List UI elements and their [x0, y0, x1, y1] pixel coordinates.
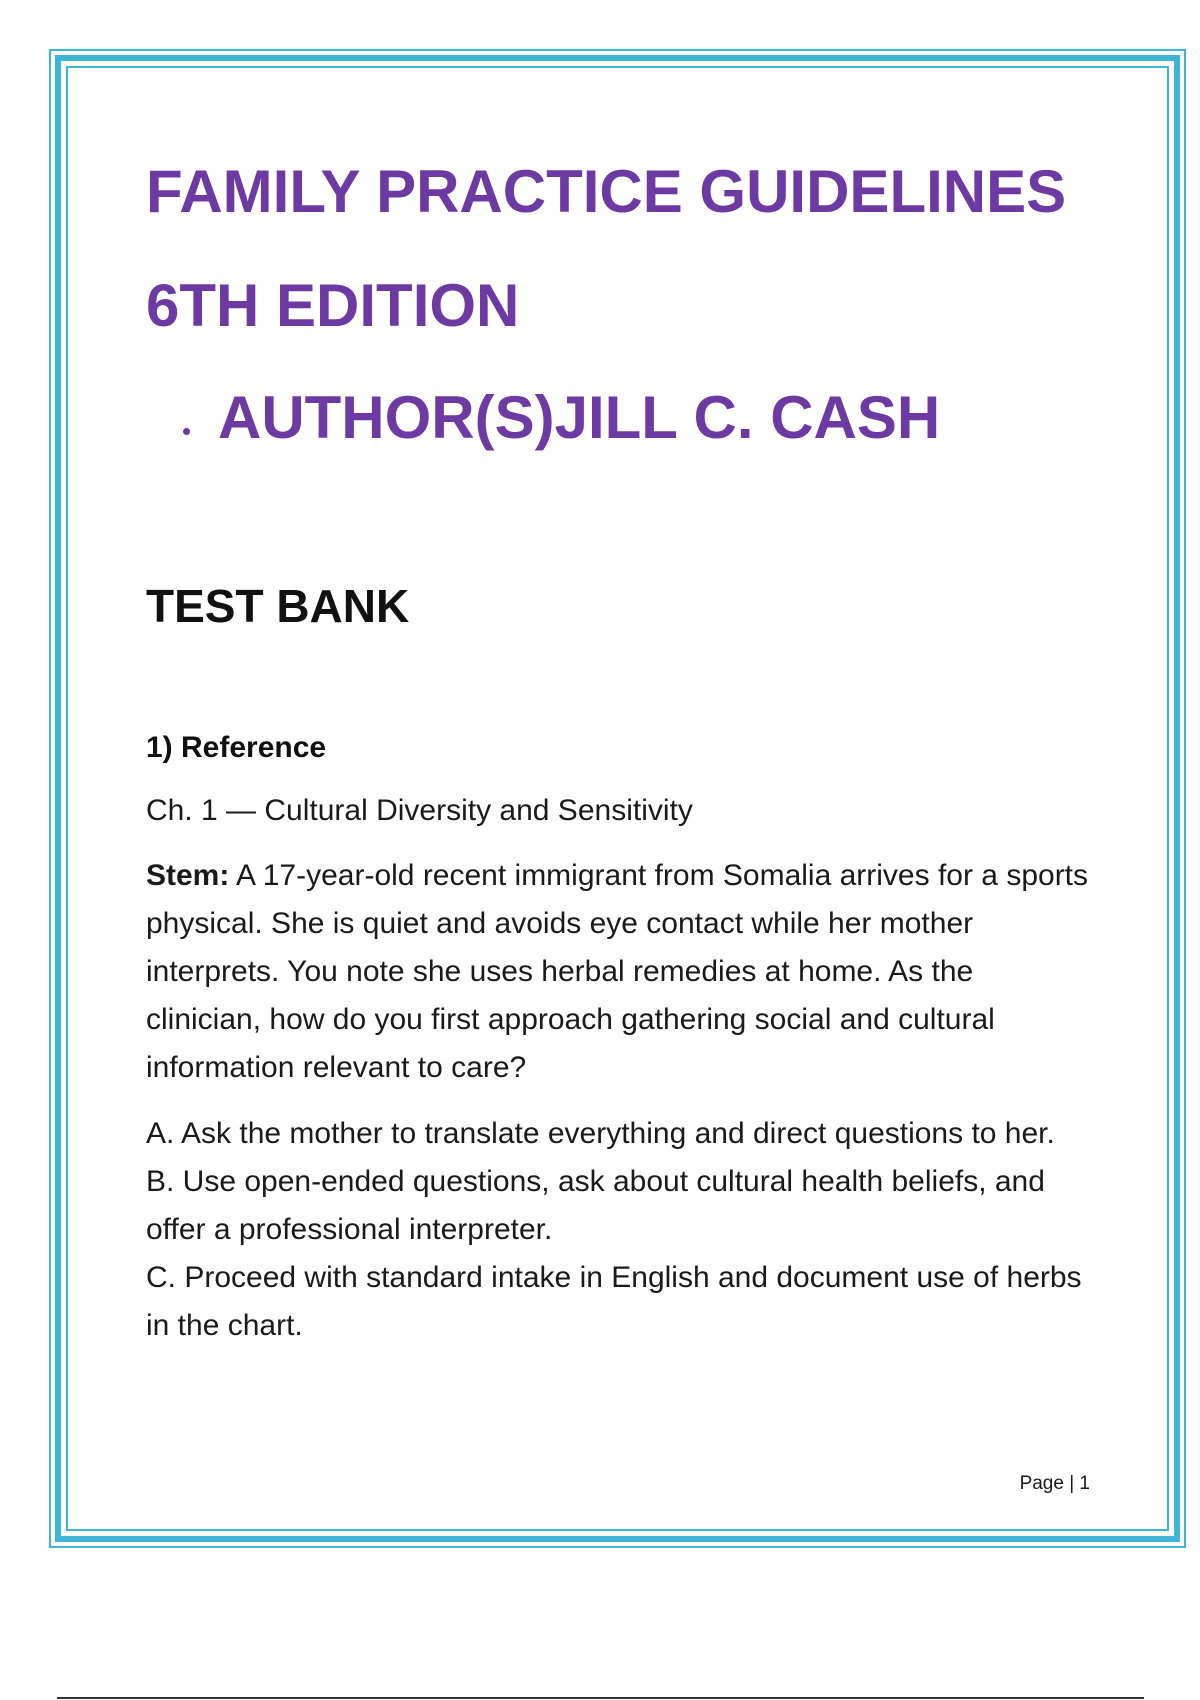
- title-line-author: AUTHOR(S)JILL C. CASH: [218, 384, 941, 451]
- answer-option-a: A. Ask the mother to translate everything and direct questions to her.: [146, 1117, 1055, 1150]
- question-stem: [146, 852, 1096, 1092]
- answer-option-c: C. Proceed with standard intake in English and document use of herbs in the chart.: [146, 1261, 1082, 1342]
- answer-options: [146, 1110, 1096, 1350]
- footer-divider: [57, 1697, 1144, 1699]
- answer-option-b: B. Use open-ended questions, ask about cultural health beliefs, and offer a professional interpreter.: [146, 1165, 1045, 1246]
- question-number-heading: 1) Reference: [146, 731, 327, 764]
- title-line-2: 6TH EDITION: [146, 272, 520, 339]
- stem-text: A 17-year-old recent immigrant from Somalia arrives for a sports physical. She is quiet and avoids eye contact while her mother interprets. You note she uses herbal remedies at home. As the clinician, how do you first approach gathering social and cultural information relevant to care?: [146, 859, 1089, 1084]
- chapter-reference: Ch. 1 — Cultural Diversity and Sensitivity: [146, 794, 693, 827]
- section-heading: TEST BANK: [146, 580, 410, 632]
- stem-label: Stem:: [146, 859, 230, 892]
- bullet-dot-icon: [183, 428, 190, 435]
- title-line-1: FAMILY PRACTICE GUIDELINES: [146, 158, 1067, 225]
- page-number: Page | 1: [1019, 1473, 1090, 1494]
